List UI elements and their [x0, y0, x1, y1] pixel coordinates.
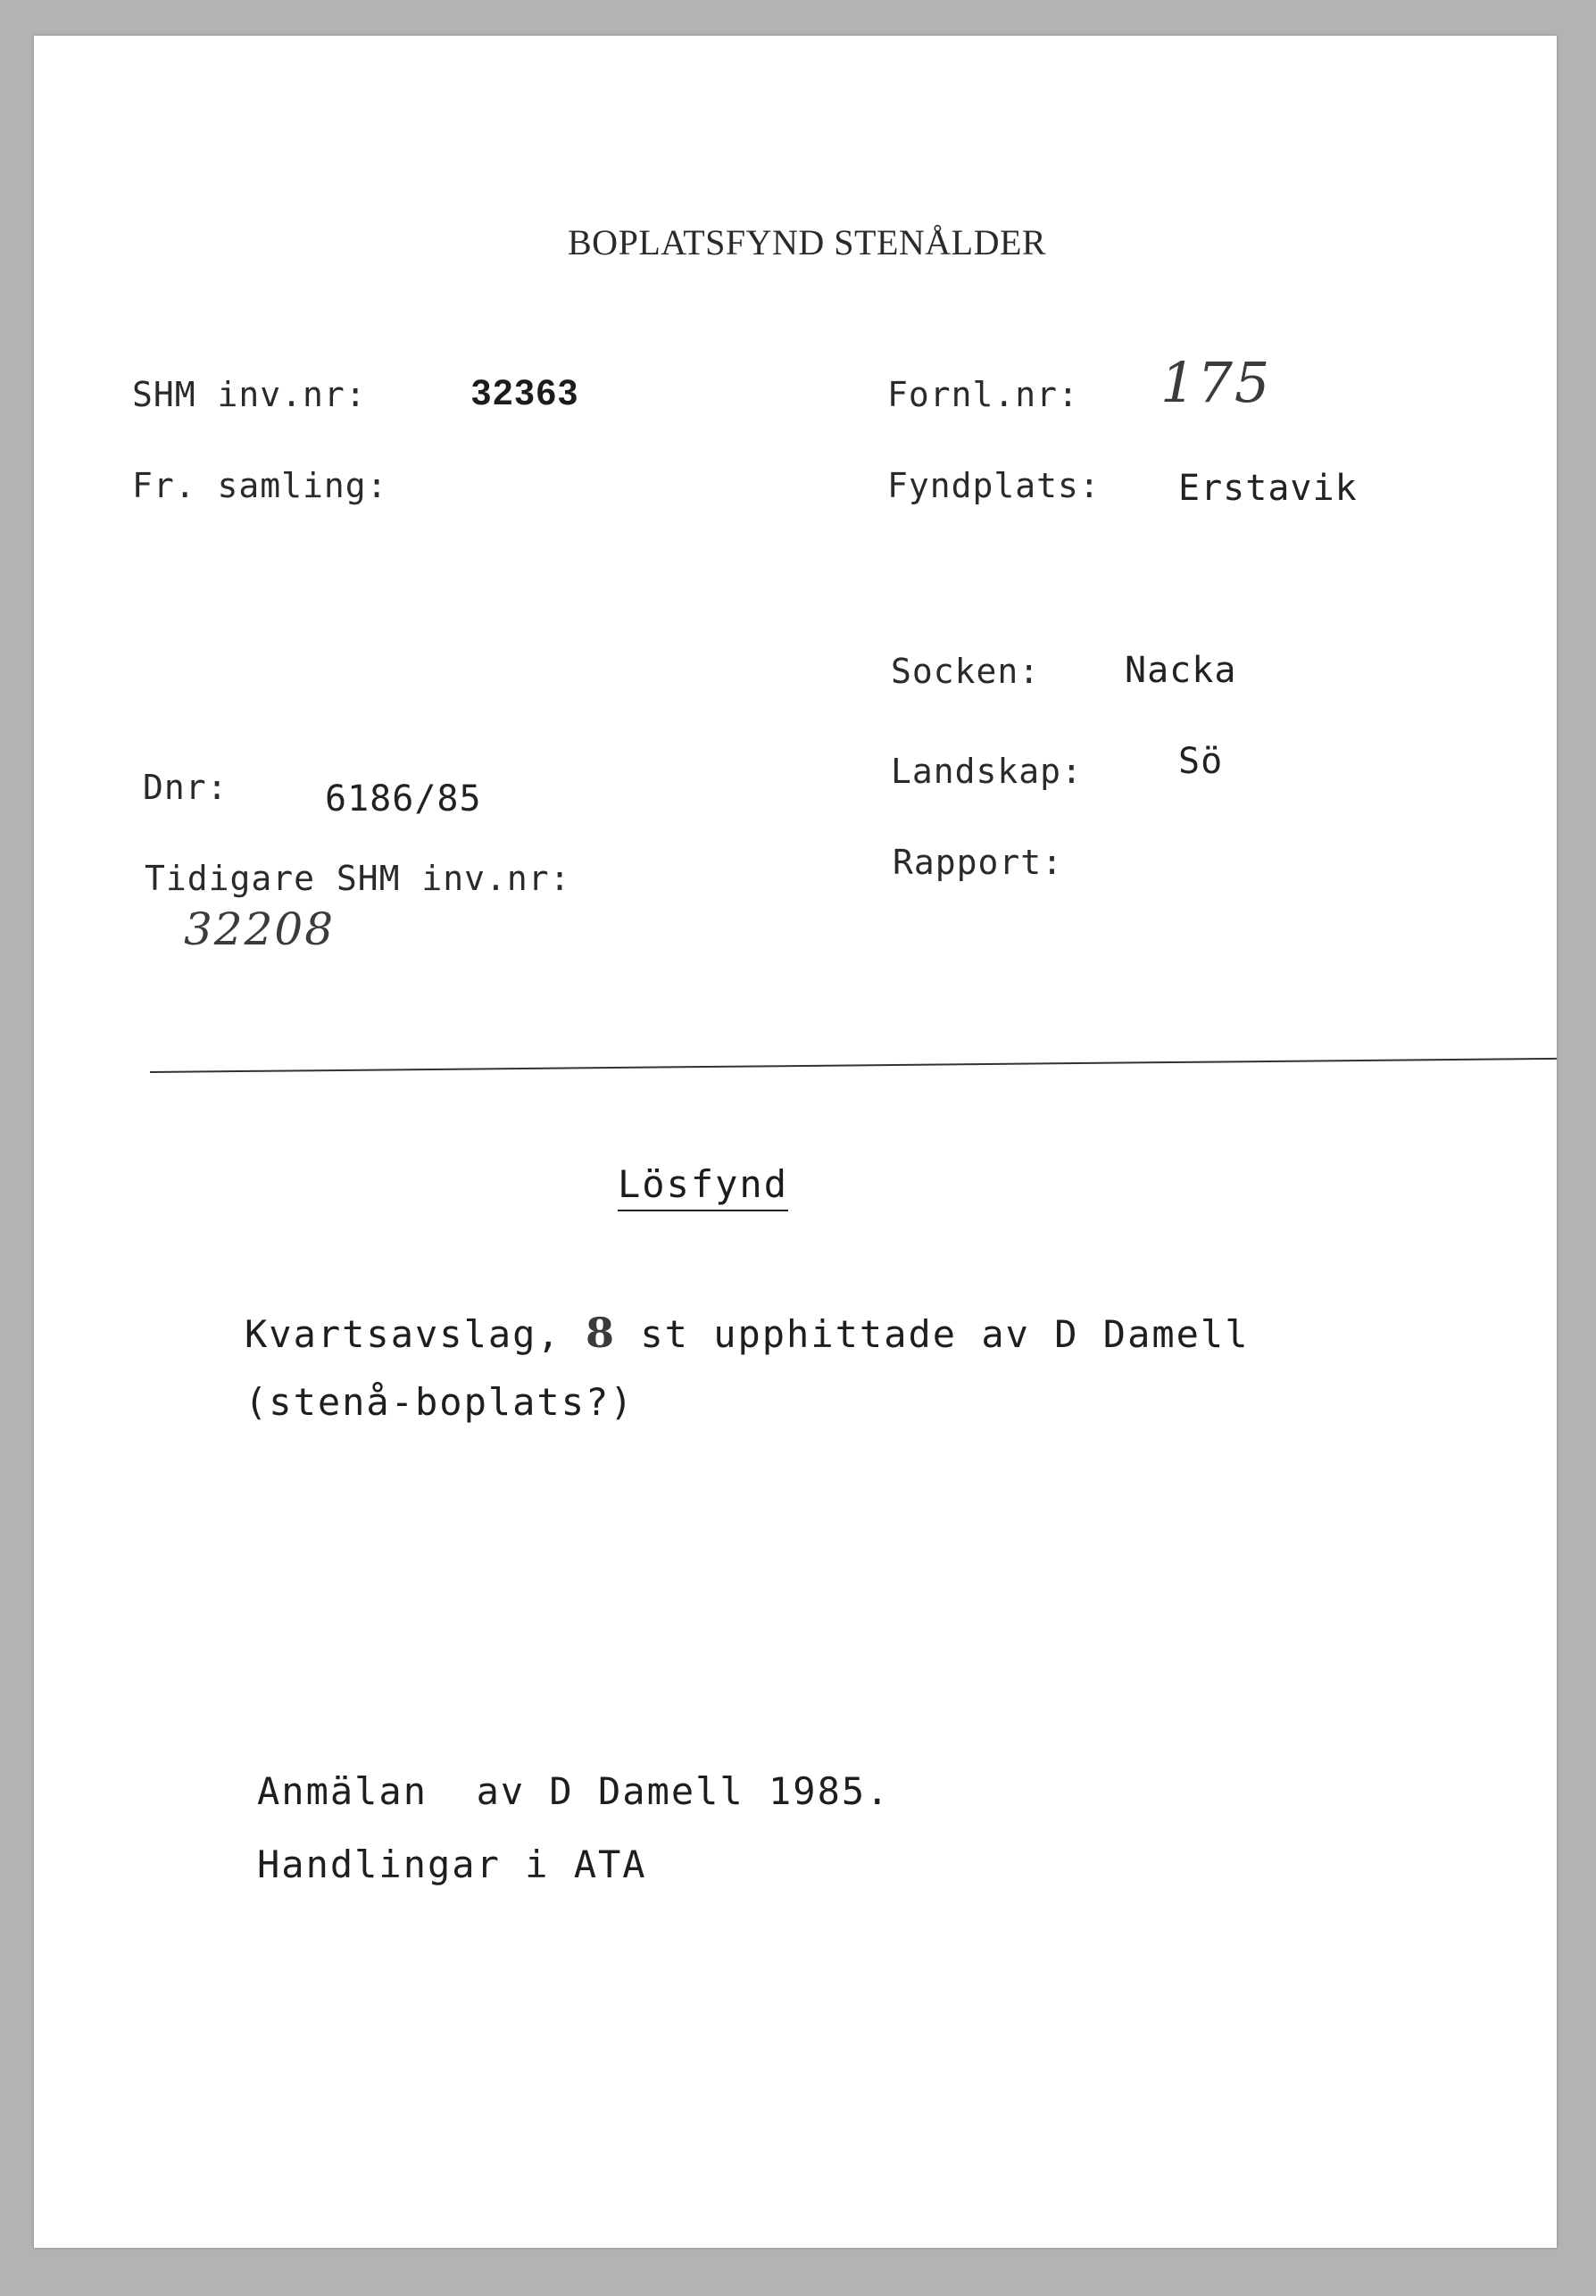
tidigare-shm-label: Tidigare SHM inv.nr:	[145, 859, 571, 898]
dnr-label: Dnr:	[143, 768, 229, 807]
tidigare-shm-value: 32208	[184, 903, 336, 955]
section-divider	[150, 1058, 1557, 1073]
shm-inv-value: 32363	[471, 373, 580, 412]
fornl-label: Fornl.nr:	[887, 375, 1079, 414]
report-line-1: Anmälan av D Damell 1985.	[257, 1769, 891, 1813]
find-line-2: (stenå-boplats?)	[245, 1380, 635, 1424]
section-heading: Lösfynd	[618, 1162, 788, 1211]
fornl-value: 175	[1160, 350, 1272, 415]
shm-inv-label: SHM inv.nr:	[132, 375, 367, 414]
find-count: 8	[586, 1309, 617, 1357]
find-detail: st upphittade av D Damell	[640, 1312, 1250, 1356]
find-type: Kvartsavslag,	[245, 1312, 561, 1356]
find-line-1	[245, 1309, 1250, 1357]
rapport-label: Rapport:	[893, 843, 1064, 882]
socken-value: Nacka	[1125, 650, 1237, 691]
card-title: BOPLATSFYND STENÅLDER	[568, 222, 1047, 262]
landskap-value: Sö	[1178, 741, 1224, 782]
report-line-2: Handlingar i ATA	[257, 1843, 647, 1886]
fr-samling-label: Fr. samling:	[132, 466, 388, 505]
fyndplats-label: Fyndplats:	[887, 466, 1101, 505]
fyndplats-value: Erstavik	[1178, 468, 1358, 509]
landskap-label: Landskap:	[891, 752, 1083, 791]
socken-label: Socken:	[891, 652, 1041, 691]
catalog-card	[34, 36, 1557, 2248]
dnr-value: 6186/85	[325, 778, 482, 819]
